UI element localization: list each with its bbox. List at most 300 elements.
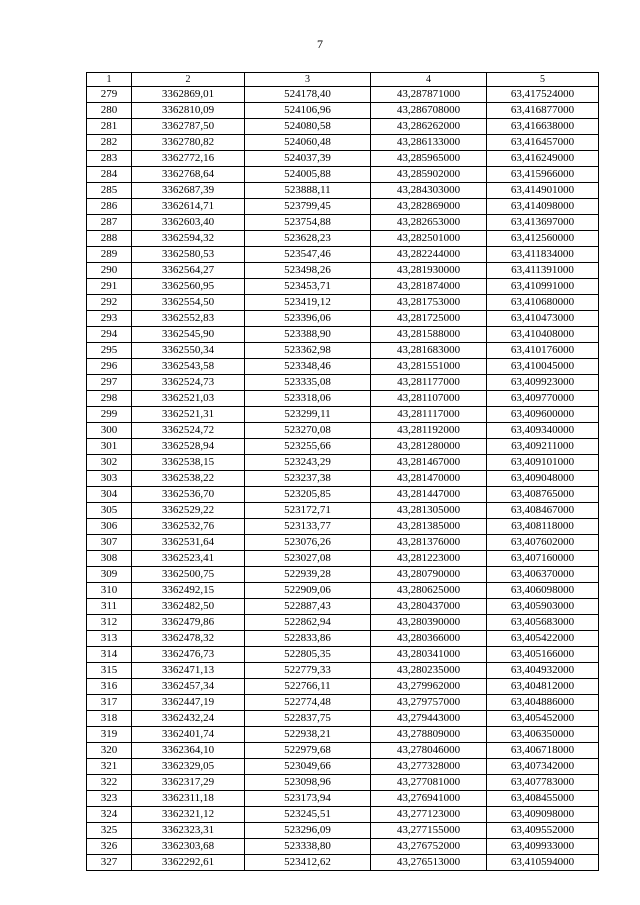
table-cell: 523076,26: [245, 535, 371, 551]
table-row: [87, 743, 599, 759]
table-row: [87, 583, 599, 599]
table-cell: 43,281107000: [371, 391, 487, 407]
table-cell: 3362543,58: [132, 359, 245, 375]
table-cell: 322: [87, 775, 132, 791]
table-cell: 43,282244000: [371, 247, 487, 263]
table-cell: 63,409340000: [487, 423, 599, 439]
table-cell: 296: [87, 359, 132, 375]
table-cell: 43,278809000: [371, 727, 487, 743]
table-cell: 522939,28: [245, 567, 371, 583]
table-cell: 43,281753000: [371, 295, 487, 311]
table-row: [87, 247, 599, 263]
table-cell: 307: [87, 535, 132, 551]
column-header: 5: [487, 73, 599, 87]
table-row: [87, 855, 599, 871]
table-row: [87, 647, 599, 663]
table-cell: 523243,29: [245, 455, 371, 471]
table-row: [87, 599, 599, 615]
table-cell: 63,409600000: [487, 407, 599, 423]
table-cell: 43,280390000: [371, 615, 487, 631]
table-cell: 63,409211000: [487, 439, 599, 455]
table-cell: 290: [87, 263, 132, 279]
table-cell: 3362432,24: [132, 711, 245, 727]
table-cell: 63,413697000: [487, 215, 599, 231]
table-row: [87, 727, 599, 743]
table-row: [87, 663, 599, 679]
table-cell: 309: [87, 567, 132, 583]
table-cell: 43,281192000: [371, 423, 487, 439]
table-cell: 63,410045000: [487, 359, 599, 375]
table-cell: 292: [87, 295, 132, 311]
table-cell: 284: [87, 167, 132, 183]
table-cell: 303: [87, 471, 132, 487]
table-cell: 3362329,05: [132, 759, 245, 775]
table-cell: 523799,45: [245, 199, 371, 215]
table-cell: 319: [87, 727, 132, 743]
column-header: 3: [245, 73, 371, 87]
table-row: [87, 103, 599, 119]
table-cell: 3362687,39: [132, 183, 245, 199]
table-cell: 522979,68: [245, 743, 371, 759]
table-cell: 63,410991000: [487, 279, 599, 295]
table-row: [87, 711, 599, 727]
table-cell: 523348,46: [245, 359, 371, 375]
coordinates-table: [86, 72, 599, 871]
table-cell: 3362364,10: [132, 743, 245, 759]
table-cell: 43,281385000: [371, 519, 487, 535]
table-cell: 63,414901000: [487, 183, 599, 199]
table-cell: 3362492,15: [132, 583, 245, 599]
table-cell: 286: [87, 199, 132, 215]
table-cell: 523412,62: [245, 855, 371, 871]
table-cell: 63,407783000: [487, 775, 599, 791]
table-cell: 522766,11: [245, 679, 371, 695]
table-cell: 523173,94: [245, 791, 371, 807]
table-cell: 523205,85: [245, 487, 371, 503]
table-cell: 63,412560000: [487, 231, 599, 247]
table-cell: 43,277155000: [371, 823, 487, 839]
table-cell: 43,279962000: [371, 679, 487, 695]
column-header: 4: [371, 73, 487, 87]
table-row: [87, 471, 599, 487]
table-cell: 316: [87, 679, 132, 695]
table-row: [87, 535, 599, 551]
table-cell: 3362482,50: [132, 599, 245, 615]
table-cell: 43,285965000: [371, 151, 487, 167]
table-cell: 3362476,73: [132, 647, 245, 663]
table-cell: 63,407342000: [487, 759, 599, 775]
table-cell: 3362603,40: [132, 215, 245, 231]
table-row: [87, 135, 599, 151]
table-cell: 43,281223000: [371, 551, 487, 567]
table-cell: 63,411834000: [487, 247, 599, 263]
table-cell: 43,276752000: [371, 839, 487, 855]
table-cell: 305: [87, 503, 132, 519]
table-cell: 63,408455000: [487, 791, 599, 807]
table-cell: 43,281280000: [371, 439, 487, 455]
table-cell: 43,280235000: [371, 663, 487, 679]
table-cell: 43,277123000: [371, 807, 487, 823]
table-cell: 3362594,32: [132, 231, 245, 247]
table-cell: 43,279757000: [371, 695, 487, 711]
table-cell: 43,281470000: [371, 471, 487, 487]
table-cell: 523498,26: [245, 263, 371, 279]
table-cell: 301: [87, 439, 132, 455]
table-cell: 522887,43: [245, 599, 371, 615]
table-cell: 43,281467000: [371, 455, 487, 471]
table-row: [87, 375, 599, 391]
table-cell: 295: [87, 343, 132, 359]
table-cell: 3362524,72: [132, 423, 245, 439]
table-row: [87, 567, 599, 583]
table-cell: 3362457,34: [132, 679, 245, 695]
table-cell: 325: [87, 823, 132, 839]
table-cell: 43,276941000: [371, 791, 487, 807]
table-row: [87, 87, 599, 103]
table-cell: 63,416638000: [487, 119, 599, 135]
table-cell: 523453,71: [245, 279, 371, 295]
column-header: 2: [132, 73, 245, 87]
table-cell: 43,285902000: [371, 167, 487, 183]
table-row: [87, 759, 599, 775]
table-row: [87, 423, 599, 439]
table-cell: 522837,75: [245, 711, 371, 727]
table-cell: 43,277081000: [371, 775, 487, 791]
table-cell: 43,286262000: [371, 119, 487, 135]
table-cell: 524060,48: [245, 135, 371, 151]
table-cell: 297: [87, 375, 132, 391]
table-cell: 523318,06: [245, 391, 371, 407]
table-cell: 43,281874000: [371, 279, 487, 295]
table-cell: 43,282501000: [371, 231, 487, 247]
table-cell: 523396,06: [245, 311, 371, 327]
table-cell: 523237,38: [245, 471, 371, 487]
table-cell: 523388,90: [245, 327, 371, 343]
table-row: [87, 791, 599, 807]
table-cell: 43,281683000: [371, 343, 487, 359]
table-cell: 524005,88: [245, 167, 371, 183]
table-row: [87, 679, 599, 695]
table-cell: 3362538,22: [132, 471, 245, 487]
table-cell: 63,407160000: [487, 551, 599, 567]
table-cell: 63,410473000: [487, 311, 599, 327]
table-cell: 523296,09: [245, 823, 371, 839]
table-header-row: [87, 73, 599, 87]
table-cell: 3362580,53: [132, 247, 245, 263]
table-cell: 288: [87, 231, 132, 247]
table-cell: 523172,71: [245, 503, 371, 519]
table-cell: 3362545,90: [132, 327, 245, 343]
table-cell: 3362292,61: [132, 855, 245, 871]
table-cell: 324: [87, 807, 132, 823]
table-cell: 43,282653000: [371, 215, 487, 231]
table-cell: 3362550,34: [132, 343, 245, 359]
table-cell: 310: [87, 583, 132, 599]
table-row: [87, 503, 599, 519]
table-row: [87, 231, 599, 247]
table-cell: 3362528,94: [132, 439, 245, 455]
table-cell: 523299,11: [245, 407, 371, 423]
table-cell: 323: [87, 791, 132, 807]
table-row: [87, 631, 599, 647]
table-cell: 43,286133000: [371, 135, 487, 151]
table-cell: 523362,98: [245, 343, 371, 359]
table-cell: 523098,96: [245, 775, 371, 791]
table-cell: 43,278046000: [371, 743, 487, 759]
table-cell: 304: [87, 487, 132, 503]
table-cell: 63,406350000: [487, 727, 599, 743]
page-number: 7: [317, 37, 323, 51]
table-cell: 3362478,32: [132, 631, 245, 647]
table-cell: 3362471,13: [132, 663, 245, 679]
table-cell: 43,279443000: [371, 711, 487, 727]
table-cell: 3362564,27: [132, 263, 245, 279]
table-cell: 3362810,09: [132, 103, 245, 119]
table-cell: 63,416877000: [487, 103, 599, 119]
table-cell: 313: [87, 631, 132, 647]
table-cell: 43,281551000: [371, 359, 487, 375]
table-row: [87, 439, 599, 455]
table-row: [87, 695, 599, 711]
table-cell: 285: [87, 183, 132, 199]
table-row: [87, 519, 599, 535]
table-cell: 3362479,86: [132, 615, 245, 631]
table-cell: 3362303,68: [132, 839, 245, 855]
table-cell: 523027,08: [245, 551, 371, 567]
table-cell: 524080,58: [245, 119, 371, 135]
table-cell: 63,406370000: [487, 567, 599, 583]
table-row: [87, 487, 599, 503]
table-cell: 524178,40: [245, 87, 371, 103]
table-cell: 3362869,01: [132, 87, 245, 103]
table-cell: 3362524,73: [132, 375, 245, 391]
table-cell: 287: [87, 215, 132, 231]
table-cell: 3362321,12: [132, 807, 245, 823]
table-cell: 43,281930000: [371, 263, 487, 279]
table-row: [87, 615, 599, 631]
table-cell: 523628,23: [245, 231, 371, 247]
table-cell: 294: [87, 327, 132, 343]
table-row: [87, 311, 599, 327]
table-cell: 63,409933000: [487, 839, 599, 855]
table-cell: 293: [87, 311, 132, 327]
table-cell: 63,410594000: [487, 855, 599, 871]
table-cell: 43,284303000: [371, 183, 487, 199]
table-cell: 43,281305000: [371, 503, 487, 519]
table-row: [87, 167, 599, 183]
table-cell: 3362529,22: [132, 503, 245, 519]
table-cell: 3362532,76: [132, 519, 245, 535]
table-cell: 3362531,64: [132, 535, 245, 551]
table-row: [87, 823, 599, 839]
table-cell: 63,405683000: [487, 615, 599, 631]
table-cell: 3362552,83: [132, 311, 245, 327]
table-cell: 3362536,70: [132, 487, 245, 503]
table-cell: 3362311,18: [132, 791, 245, 807]
table-row: [87, 775, 599, 791]
table-cell: 43,280790000: [371, 567, 487, 583]
table-cell: 523049,66: [245, 759, 371, 775]
table-cell: 63,409048000: [487, 471, 599, 487]
table-cell: 43,281177000: [371, 375, 487, 391]
table-cell: 3362523,41: [132, 551, 245, 567]
table-cell: 63,410680000: [487, 295, 599, 311]
table-cell: 3362560,95: [132, 279, 245, 295]
table-row: [87, 119, 599, 135]
table-cell: 63,405452000: [487, 711, 599, 727]
table-cell: 63,411391000: [487, 263, 599, 279]
table-cell: 63,409098000: [487, 807, 599, 823]
table-row: [87, 183, 599, 199]
table-cell: 289: [87, 247, 132, 263]
table-cell: 43,281725000: [371, 311, 487, 327]
table-cell: 280: [87, 103, 132, 119]
table-cell: 311: [87, 599, 132, 615]
table-cell: 3362780,82: [132, 135, 245, 151]
table-cell: 43,280625000: [371, 583, 487, 599]
table-cell: 63,409923000: [487, 375, 599, 391]
table-cell: 523255,66: [245, 439, 371, 455]
table-cell: 281: [87, 119, 132, 135]
table-cell: 317: [87, 695, 132, 711]
table-cell: 63,404932000: [487, 663, 599, 679]
table-cell: 318: [87, 711, 132, 727]
table-body: [87, 73, 599, 871]
table-cell: 63,405166000: [487, 647, 599, 663]
table-row: [87, 455, 599, 471]
table-cell: 63,410408000: [487, 327, 599, 343]
table-cell: 43,281447000: [371, 487, 487, 503]
table-cell: 298: [87, 391, 132, 407]
table-cell: 3362521,31: [132, 407, 245, 423]
table-cell: 63,407602000: [487, 535, 599, 551]
table-row: [87, 279, 599, 295]
table-cell: 302: [87, 455, 132, 471]
table-cell: 279: [87, 87, 132, 103]
table-cell: 43,287871000: [371, 87, 487, 103]
table-cell: 283: [87, 151, 132, 167]
table-cell: 282: [87, 135, 132, 151]
table-cell: 43,276513000: [371, 855, 487, 871]
table-row: [87, 263, 599, 279]
table-cell: 3362521,03: [132, 391, 245, 407]
table-cell: 63,406718000: [487, 743, 599, 759]
table-cell: 63,404886000: [487, 695, 599, 711]
table-cell: 63,416249000: [487, 151, 599, 167]
table-cell: 312: [87, 615, 132, 631]
table-cell: 63,416457000: [487, 135, 599, 151]
table-cell: 63,409101000: [487, 455, 599, 471]
table-cell: 522862,94: [245, 615, 371, 631]
table-cell: 522779,33: [245, 663, 371, 679]
table-cell: 3362401,74: [132, 727, 245, 743]
table-cell: 63,414098000: [487, 199, 599, 215]
table-cell: 306: [87, 519, 132, 535]
table-cell: 63,409552000: [487, 823, 599, 839]
table-cell: 524037,39: [245, 151, 371, 167]
table-cell: 523754,88: [245, 215, 371, 231]
table-cell: 3362614,71: [132, 199, 245, 215]
table-cell: 308: [87, 551, 132, 567]
table-row: [87, 551, 599, 567]
table-cell: 3362500,75: [132, 567, 245, 583]
table-cell: 523133,77: [245, 519, 371, 535]
table-cell: 63,405903000: [487, 599, 599, 615]
table-cell: 43,280341000: [371, 647, 487, 663]
table-cell: 3362538,15: [132, 455, 245, 471]
table-row: [87, 391, 599, 407]
table-cell: 291: [87, 279, 132, 295]
table-cell: 63,417524000: [487, 87, 599, 103]
table-cell: 522805,35: [245, 647, 371, 663]
table-cell: 320: [87, 743, 132, 759]
table-cell: 326: [87, 839, 132, 855]
table-cell: 522833,86: [245, 631, 371, 647]
table-cell: 523419,12: [245, 295, 371, 311]
table-cell: 63,408467000: [487, 503, 599, 519]
table-cell: 524106,96: [245, 103, 371, 119]
table-row: [87, 151, 599, 167]
table-cell: 63,408118000: [487, 519, 599, 535]
table-cell: 523888,11: [245, 183, 371, 199]
table-cell: 3362768,64: [132, 167, 245, 183]
table-cell: 43,277328000: [371, 759, 487, 775]
table-cell: 523270,08: [245, 423, 371, 439]
table-cell: 3362323,31: [132, 823, 245, 839]
table-cell: 522938,21: [245, 727, 371, 743]
table-cell: 63,408765000: [487, 487, 599, 503]
table-cell: 522909,06: [245, 583, 371, 599]
table-row: [87, 407, 599, 423]
table-cell: 299: [87, 407, 132, 423]
table-row: [87, 839, 599, 855]
table-cell: 63,409770000: [487, 391, 599, 407]
table-cell: 3362772,16: [132, 151, 245, 167]
table-cell: 314: [87, 647, 132, 663]
table-cell: 63,406098000: [487, 583, 599, 599]
table-cell: 3362554,50: [132, 295, 245, 311]
table-cell: 523338,80: [245, 839, 371, 855]
table-row: [87, 327, 599, 343]
table-cell: 43,281117000: [371, 407, 487, 423]
table-row: [87, 343, 599, 359]
table-cell: 63,404812000: [487, 679, 599, 695]
table-cell: 3362787,50: [132, 119, 245, 135]
table-cell: 63,415966000: [487, 167, 599, 183]
table-cell: 522774,48: [245, 695, 371, 711]
table-row: [87, 295, 599, 311]
table-row: [87, 359, 599, 375]
column-header: 1: [87, 73, 132, 87]
table-row: [87, 807, 599, 823]
table-row: [87, 215, 599, 231]
table-cell: 3362447,19: [132, 695, 245, 711]
table-cell: 43,282869000: [371, 199, 487, 215]
table-cell: 327: [87, 855, 132, 871]
table-cell: 523245,51: [245, 807, 371, 823]
table-cell: 523335,08: [245, 375, 371, 391]
table-cell: 43,286708000: [371, 103, 487, 119]
table-cell: 43,281376000: [371, 535, 487, 551]
table-cell: 43,281588000: [371, 327, 487, 343]
table-cell: 315: [87, 663, 132, 679]
table-cell: 43,280366000: [371, 631, 487, 647]
table-cell: 63,410176000: [487, 343, 599, 359]
table-cell: 300: [87, 423, 132, 439]
table-row: [87, 199, 599, 215]
table-cell: 3362317,29: [132, 775, 245, 791]
table-cell: 43,280437000: [371, 599, 487, 615]
